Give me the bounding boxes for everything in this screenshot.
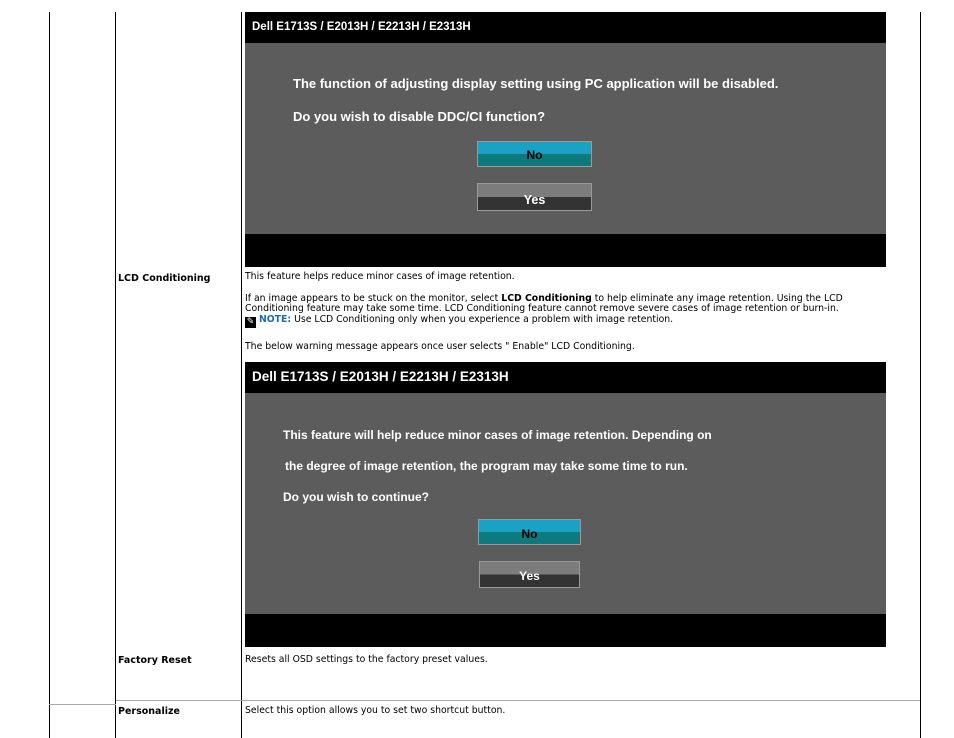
lcd-dialog-title-bar [245, 362, 886, 393]
lcd-dialog-message-3: Do you wish to continue? [283, 490, 429, 504]
ddc-dialog-message-1: The function of adjusting display setting using PC application will be disabled. [293, 76, 779, 91]
ddc-no-button[interactable]: No [477, 141, 592, 167]
ddc-yes-button[interactable]: Yes [477, 183, 592, 211]
personalize-label: Personalize [118, 706, 180, 717]
lcd-desc-suffix: to help eliminate any image retention. Using the LCD [591, 293, 843, 304]
lcd-desc-line2: Conditioning feature may take some time. LCD Conditioning feature cannot remove severe cases of image retention or burn-in. [245, 303, 839, 314]
ddc-dialog-footer-bar [245, 234, 886, 267]
row-divider-left [49, 704, 116, 705]
lcd-dialog-title: Dell E1713S / E2013H / E2213H / E2313H [252, 369, 509, 384]
lcd-conditioning-label: LCD Conditioning [118, 273, 211, 284]
ddc-dialog-title-bar [245, 12, 886, 43]
note-text: Use LCD Conditioning only when you experience a problem with image retention. [291, 314, 674, 325]
factory-reset-label: Factory Reset [118, 655, 192, 666]
lcd-dialog-footer-bar [245, 614, 886, 647]
lcd-conditioning-intro: This feature helps reduce minor cases of image retention. [245, 271, 515, 282]
note-pencil-icon: ✎ [246, 317, 255, 327]
ddc-ci-dialog-image [245, 12, 886, 267]
ddc-dialog-message-2: Do you wish to disable DDC/CI function? [293, 109, 546, 124]
row-divider [116, 700, 920, 701]
lcd-conditioning-dialog-image [245, 362, 886, 647]
lcd-dialog-message-1: This feature will help reduce minor cases of image retention. Depending on [283, 428, 712, 442]
table-border-left [49, 12, 50, 738]
note-label: NOTE: [259, 314, 292, 325]
lcd-conditioning-description [245, 294, 860, 328]
table-border-right [920, 12, 921, 738]
table-column-divider-1 [115, 12, 116, 738]
lcd-desc-prefix: If an image appears to be stuck on the monitor, select [245, 293, 502, 304]
ddc-dialog-title: Dell E1713S / E2013H / E2213H / E2313H [252, 21, 471, 33]
lcd-desc-bold: LCD Conditioning [501, 293, 592, 304]
lcd-no-button[interactable]: No [478, 519, 581, 545]
factory-reset-description: Resets all OSD settings to the factory preset values. [245, 654, 488, 665]
lcd-dialog-message-2: the degree of image retention, the program may take some time to run. [285, 459, 688, 473]
table-column-divider-2 [241, 12, 242, 738]
lcd-warning-intro: The below warning message appears once user selects " Enable" LCD Conditioning. [245, 341, 635, 352]
lcd-yes-button[interactable]: Yes [479, 561, 580, 588]
personalize-description: Select this option allows you to set two shortcut button. [245, 705, 506, 716]
